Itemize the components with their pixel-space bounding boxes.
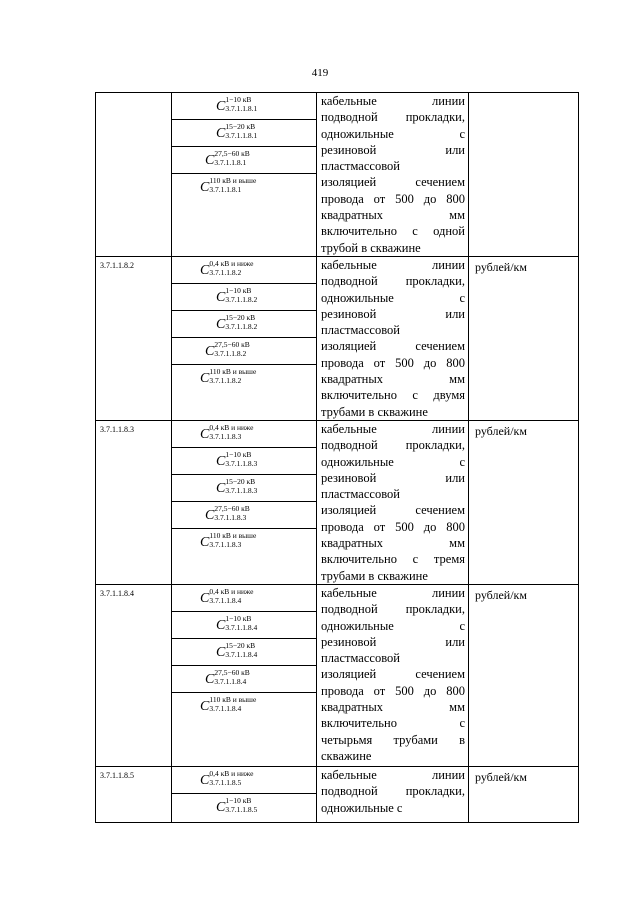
voltage-superscript: 1−10 кВ xyxy=(225,796,252,805)
rate-symbol-row xyxy=(172,284,316,311)
table-row xyxy=(96,585,579,767)
rate-symbol xyxy=(200,423,253,442)
rate-symbols-cell xyxy=(172,421,317,585)
rate-symbol-row xyxy=(172,311,316,338)
rate-symbol-letter: C xyxy=(200,263,210,278)
voltage-superscript: 15−20 кВ xyxy=(225,641,256,650)
voltage-superscript: 15−20 кВ xyxy=(225,313,256,322)
description-line: подводной прокладки, xyxy=(321,438,465,453)
row-code: 3.7.1.1.8.3 xyxy=(96,421,172,585)
rate-symbol-letter: C xyxy=(216,290,226,305)
description-line: включительно с тремя xyxy=(321,552,465,567)
row-code: 3.7.1.1.8.2 xyxy=(96,257,172,421)
rate-symbol-letter: C xyxy=(200,773,210,788)
rate-symbol-letter: C xyxy=(205,344,215,359)
rate-symbol xyxy=(200,769,253,788)
description-line: квадратных мм xyxy=(321,372,465,387)
rate-symbol xyxy=(216,796,257,815)
rate-symbol-row xyxy=(172,174,316,200)
rate-symbol-row xyxy=(172,693,316,719)
description-line: пластмассовой xyxy=(321,323,400,338)
rate-symbol-row xyxy=(172,666,316,693)
rate-symbol xyxy=(200,259,253,278)
voltage-superscript: 0,4 кВ и ниже xyxy=(209,587,254,596)
rate-symbol-row xyxy=(172,639,316,666)
rate-symbol-letter: C xyxy=(216,481,226,496)
table-row xyxy=(96,93,579,257)
description-line: трубами в скважине xyxy=(321,568,428,583)
rate-symbol-letter: C xyxy=(216,645,226,660)
voltage-superscript: 15−20 кВ xyxy=(225,122,256,131)
rate-symbol xyxy=(200,695,256,714)
description-line: пластмассовой xyxy=(321,651,400,666)
description-line: резиновой или xyxy=(321,142,465,157)
voltage-superscript: 1−10 кВ xyxy=(225,286,252,295)
description-line: пластмассовой xyxy=(321,487,400,502)
rate-symbol-row xyxy=(172,421,316,448)
rate-symbols-cell xyxy=(172,767,317,823)
description-cell xyxy=(317,767,469,823)
code-subscript: 3.7.1.1.8.2 xyxy=(225,322,258,331)
voltage-superscript: 27,5−60 кВ xyxy=(214,149,250,158)
row-code xyxy=(96,93,172,257)
voltage-superscript: 1−10 кВ xyxy=(225,95,252,104)
voltage-superscript: 1−10 кВ xyxy=(225,614,252,623)
description-line: четырьмя трубами в xyxy=(321,732,465,747)
rate-symbol xyxy=(200,531,256,550)
row-code: 3.7.1.1.8.5 xyxy=(96,767,172,823)
rate-symbol-row xyxy=(172,767,316,794)
rate-symbol-row xyxy=(172,448,316,475)
description-line: трубой в скважине xyxy=(321,240,421,255)
description-line: кабельные линии xyxy=(321,94,465,108)
rate-symbol-row xyxy=(172,93,316,120)
code-subscript: 3.7.1.1.8.2 xyxy=(209,268,242,277)
rate-symbol xyxy=(216,122,257,141)
description-line: провода от 500 до 800 xyxy=(321,191,465,206)
voltage-superscript: 27,5−60 кВ xyxy=(214,340,250,349)
rate-symbol-row xyxy=(172,585,316,612)
description-line: резиновой или xyxy=(321,306,465,321)
description-line: включительно с xyxy=(321,716,465,731)
code-subscript: 3.7.1.1.8.2 xyxy=(225,295,258,304)
rate-symbol xyxy=(216,95,257,114)
description-line: кабельные линии xyxy=(321,586,465,600)
rate-symbol xyxy=(205,504,250,523)
rate-symbol-letter: C xyxy=(200,699,210,714)
voltage-superscript: 1−10 кВ xyxy=(225,450,252,459)
rate-symbol xyxy=(205,668,250,687)
rate-symbol-letter: C xyxy=(200,371,210,386)
description-line: одножильные с xyxy=(321,618,465,633)
rate-symbol-row xyxy=(172,612,316,639)
description-line: резиновой или xyxy=(321,470,465,485)
rate-symbol-row xyxy=(172,502,316,529)
code-subscript: 3.7.1.1.8.2 xyxy=(209,376,242,385)
code-subscript: 3.7.1.1.8.4 xyxy=(214,677,247,686)
voltage-superscript: 27,5−60 кВ xyxy=(214,504,250,513)
voltage-superscript: 0,4 кВ и ниже xyxy=(209,769,254,778)
rate-symbol-row xyxy=(172,257,316,284)
description-cell xyxy=(317,585,469,767)
description-line: провода от 500 до 800 xyxy=(321,519,465,534)
code-subscript: 3.7.1.1.8.1 xyxy=(225,131,258,140)
unit-cell: рублей/км xyxy=(469,585,579,767)
rate-symbol-row xyxy=(172,794,316,820)
unit-cell: рублей/км xyxy=(469,421,579,585)
rate-symbol xyxy=(205,149,250,168)
unit-cell: рублей/км xyxy=(469,767,579,823)
description-line: одножильные с xyxy=(321,126,465,141)
voltage-superscript: 27,5−60 кВ xyxy=(214,668,250,677)
description-cell xyxy=(317,257,469,421)
code-subscript: 3.7.1.1.8.1 xyxy=(209,185,242,194)
rate-symbol-row xyxy=(172,529,316,555)
code-subscript: 3.7.1.1.8.5 xyxy=(209,778,242,787)
rate-symbol-letter: C xyxy=(216,618,226,633)
code-subscript: 3.7.1.1.8.3 xyxy=(214,513,247,522)
description-line: подводной прокладки, xyxy=(321,602,465,617)
code-subscript: 3.7.1.1.8.3 xyxy=(209,432,242,441)
rate-symbol xyxy=(200,587,253,606)
rate-symbol-row xyxy=(172,365,316,391)
description-line: изоляцией сечением xyxy=(321,667,465,682)
rate-symbols-cell xyxy=(172,257,317,421)
rate-symbol-letter: C xyxy=(200,427,210,442)
rate-symbol-letter: C xyxy=(205,153,215,168)
description-line: одножильные с xyxy=(321,454,465,469)
voltage-superscript: 110 кВ и выше xyxy=(209,531,257,540)
description-line: квадратных мм xyxy=(321,208,465,223)
description-line: изоляцией сечением xyxy=(321,175,465,190)
description-line: пластмассовой xyxy=(321,159,400,174)
description-line: провода от 500 до 800 xyxy=(321,355,465,370)
description-line: провода от 500 до 800 xyxy=(321,683,465,698)
rate-symbol-letter: C xyxy=(205,508,215,523)
code-subscript: 3.7.1.1.8.5 xyxy=(225,805,258,814)
code-subscript: 3.7.1.1.8.4 xyxy=(209,704,242,713)
code-subscript: 3.7.1.1.8.1 xyxy=(225,104,258,113)
description-cell xyxy=(317,93,469,257)
code-subscript: 3.7.1.1.8.4 xyxy=(225,650,258,659)
description-line: трубами в скважине xyxy=(321,404,428,419)
description-line: подводной прокладки, xyxy=(321,110,465,125)
unit-cell xyxy=(469,93,579,257)
rate-symbol xyxy=(200,367,256,386)
description-line: подводной прокладки, xyxy=(321,784,465,799)
rate-symbol-letter: C xyxy=(216,454,226,469)
code-subscript: 3.7.1.1.8.1 xyxy=(214,158,247,167)
rate-symbol xyxy=(216,313,257,332)
rate-symbol-letter: C xyxy=(200,591,210,606)
rate-symbol xyxy=(216,614,257,633)
unit-cell: рублей/км xyxy=(469,257,579,421)
description-line: кабельные линии xyxy=(321,258,465,272)
rate-symbol-row xyxy=(172,475,316,502)
rate-symbol-letter: C xyxy=(216,800,226,815)
description-line: включительно с двумя xyxy=(321,388,465,403)
tariff-table xyxy=(95,92,579,823)
voltage-superscript: 0,4 кВ и ниже xyxy=(209,423,254,432)
table-row xyxy=(96,421,579,585)
rate-symbol-letter: C xyxy=(205,672,215,687)
rate-symbol-letter: C xyxy=(200,180,210,195)
description-cell xyxy=(317,421,469,585)
rate-symbol xyxy=(205,340,250,359)
page-number: 419 xyxy=(311,67,329,79)
code-subscript: 3.7.1.1.8.4 xyxy=(209,596,242,605)
rate-symbols-cell xyxy=(172,585,317,767)
description-line: скважине xyxy=(321,748,372,763)
rate-symbol xyxy=(216,450,257,469)
description-line: включительно с одной xyxy=(321,224,465,239)
rate-symbol xyxy=(216,477,257,496)
description-line: изоляцией сечением xyxy=(321,339,465,354)
rate-symbol xyxy=(200,176,256,195)
voltage-superscript: 110 кВ и выше xyxy=(209,695,257,704)
description-line: кабельные линии xyxy=(321,422,465,436)
rate-symbol-row xyxy=(172,147,316,174)
table-row xyxy=(96,767,579,823)
description-line: резиновой или xyxy=(321,634,465,649)
description-line: кабельные линии xyxy=(321,768,465,782)
description-line: подводной прокладки, xyxy=(321,274,465,289)
voltage-superscript: 110 кВ и выше xyxy=(209,176,257,185)
voltage-superscript: 110 кВ и выше xyxy=(209,367,257,376)
code-subscript: 3.7.1.1.8.3 xyxy=(209,540,242,549)
description-line: одножильные с xyxy=(321,290,465,305)
code-subscript: 3.7.1.1.8.3 xyxy=(225,459,258,468)
rate-symbol-letter: C xyxy=(216,317,226,332)
table-row xyxy=(96,257,579,421)
description-line: изоляцией сечением xyxy=(321,503,465,518)
rate-symbol-letter: C xyxy=(200,535,210,550)
rate-symbol-letter: C xyxy=(216,99,226,114)
rate-symbol-letter: C xyxy=(216,126,226,141)
row-code: 3.7.1.1.8.4 xyxy=(96,585,172,767)
rate-symbol xyxy=(216,641,257,660)
rate-symbol-row xyxy=(172,120,316,147)
voltage-superscript: 0,4 кВ и ниже xyxy=(209,259,254,268)
description-line: квадратных мм xyxy=(321,536,465,551)
description-line: одножильные с xyxy=(321,800,403,815)
code-subscript: 3.7.1.1.8.2 xyxy=(214,349,247,358)
rate-symbol xyxy=(216,286,257,305)
description-line: квадратных мм xyxy=(321,700,465,715)
rate-symbols-cell xyxy=(172,93,317,257)
voltage-superscript: 15−20 кВ xyxy=(225,477,256,486)
code-subscript: 3.7.1.1.8.3 xyxy=(225,486,258,495)
rate-symbol-row xyxy=(172,338,316,365)
code-subscript: 3.7.1.1.8.4 xyxy=(225,623,258,632)
